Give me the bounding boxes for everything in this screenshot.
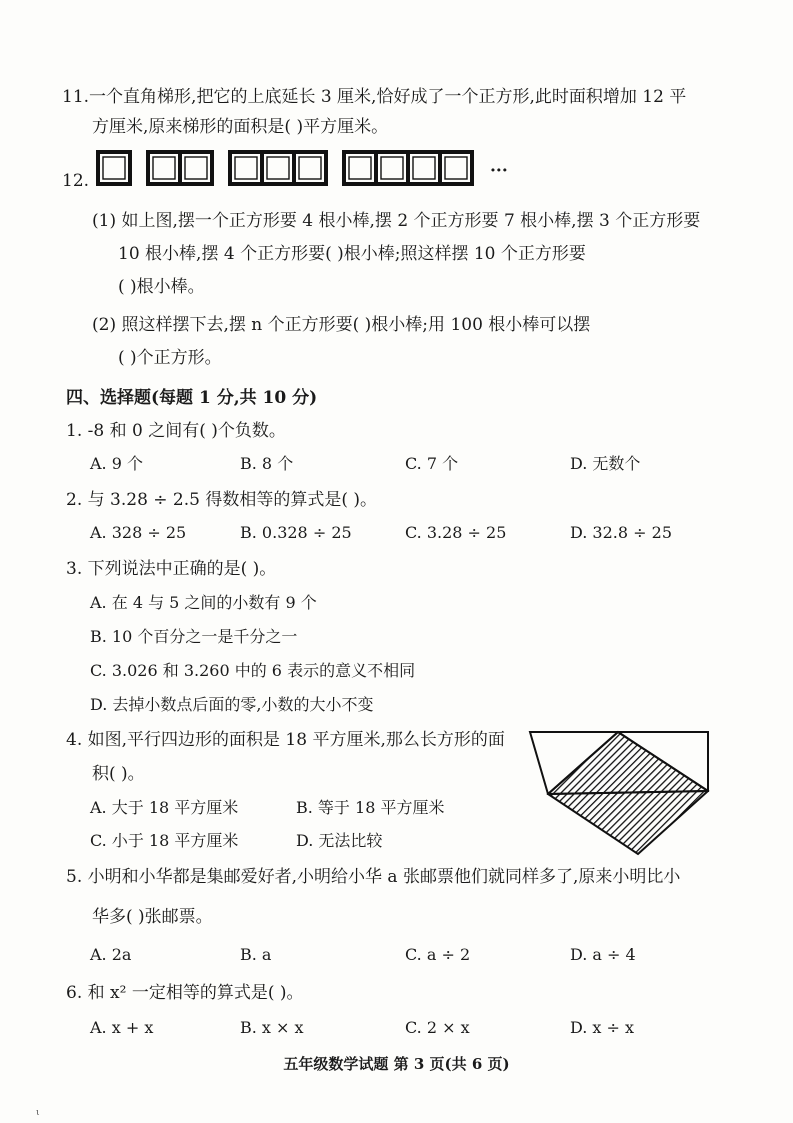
matchstick-square-inner [153, 157, 175, 179]
mc1-option-d: D. 无数个 [570, 454, 641, 473]
mc4-option-b: B. 等于 18 平方厘米 [296, 798, 445, 817]
mc3-option-d: D. 去掉小数点后面的零,小数的大小不变 [90, 695, 374, 714]
q12-part2-line1: (2) 照这样摆下去,摆 n 个正方形要( )根小棒;用 100 根小棒可以摆 [92, 315, 591, 335]
mc1-option-b: B. 8 个 [240, 454, 294, 473]
mc1-stem: 1. -8 和 0 之间有( )个负数。 [66, 421, 286, 441]
matchstick-square-inner [235, 157, 257, 179]
matchstick-group-1 [98, 152, 130, 184]
mc2-option-c: C. 3.28 ÷ 25 [405, 523, 507, 542]
mc1-option-c: C. 7 个 [405, 454, 459, 473]
mc4-option-c: C. 小于 18 平方厘米 [90, 831, 239, 850]
matchstick-group-3 [230, 152, 326, 184]
page-footer: 五年级数学试题 第 3 页(共 6 页) [283, 1055, 510, 1073]
matchstick-square-inner [349, 157, 371, 179]
mc5-option-b: B. a [240, 945, 272, 964]
matchstick-square-inner [299, 157, 321, 179]
mc4-option-a: A. 大于 18 平方厘米 [90, 798, 239, 817]
matchstick-group-4 [344, 152, 472, 184]
mc2-stem: 2. 与 3.28 ÷ 2.5 得数相等的算式是( )。 [66, 490, 378, 510]
matchstick-square-inner [185, 157, 207, 179]
mc6-option-a: A. x + x [90, 1018, 154, 1037]
q12-part2-line2: ( )个正方形。 [118, 348, 222, 368]
matchstick-square-inner [103, 157, 125, 179]
q11-line1: 11.一个直角梯形,把它的上底延长 3 厘米,恰好成了一个正方形,此时面积增加 12 平 [62, 87, 687, 107]
matchstick-square-inner [413, 157, 435, 179]
mc2-option-a: A. 328 ÷ 25 [90, 523, 187, 542]
mc4-option-d: D. 无法比较 [296, 831, 383, 850]
q12-number: 12. [62, 171, 90, 191]
matchstick-square-inner [267, 157, 289, 179]
mc2-option-b: B. 0.328 ÷ 25 [240, 523, 352, 542]
matchstick-square-inner [445, 157, 467, 179]
mc5-option-d: D. a ÷ 4 [570, 945, 636, 964]
section4-title: 四、选择题(每题 1 分,共 10 分) [66, 388, 318, 408]
mc6-option-c: C. 2 × x [405, 1018, 470, 1037]
matchstick-squares-figure [92, 148, 512, 198]
mc2-option-d: D. 32.8 ÷ 25 [570, 523, 672, 542]
corner-mark: ι [36, 1108, 40, 1118]
mc1-option-a: A. 9 个 [90, 454, 143, 473]
parallelogram-rectangle-diagram [528, 726, 728, 861]
mc6-option-b: B. x × x [240, 1018, 304, 1037]
mc3-stem: 3. 下列说法中正确的是( )。 [66, 559, 277, 579]
mc3-option-a: A. 在 4 与 5 之间的小数有 9 个 [90, 593, 317, 612]
mc5-stem-line1: 5. 小明和小华都是集邮爱好者,小明给小华 a 张邮票他们就同样多了,原来小明比小 [66, 867, 681, 887]
q12-part1-line3: ( )根小棒。 [118, 277, 205, 297]
q11-line2: 方厘米,原来梯形的面积是( )平方厘米。 [92, 117, 389, 137]
q12-part1-line1: (1) 如上图,摆一个正方形要 4 根小棒,摆 2 个正方形要 7 根小棒,摆 3 个正方形要 [92, 211, 701, 231]
mc5-option-a: A. 2a [90, 945, 132, 964]
q12-part1-line2: 10 根小棒,摆 4 个正方形要( )根小棒;照这样摆 10 个正方形要 [118, 244, 586, 264]
mc3-option-b: B. 10 个百分之一是千分之一 [90, 627, 298, 646]
mc5-option-c: C. a ÷ 2 [405, 945, 471, 964]
matchstick-group-2 [148, 152, 212, 184]
mc4-stem-line2: 积( )。 [92, 764, 145, 784]
mc6-option-d: D. x ÷ x [570, 1018, 635, 1037]
q12-ellipsis: ··· [490, 161, 508, 181]
mc5-stem-line2: 华多( )张邮票。 [92, 907, 213, 927]
mc4-stem-line1: 4. 如图,平行四边形的面积是 18 平方厘米,那么长方形的面 [66, 730, 505, 750]
mc3-option-c: C. 3.026 和 3.260 中的 6 表示的意义不相同 [90, 661, 416, 680]
mc6-stem: 6. 和 x² 一定相等的算式是( )。 [66, 983, 304, 1003]
matchstick-square-inner [381, 157, 403, 179]
